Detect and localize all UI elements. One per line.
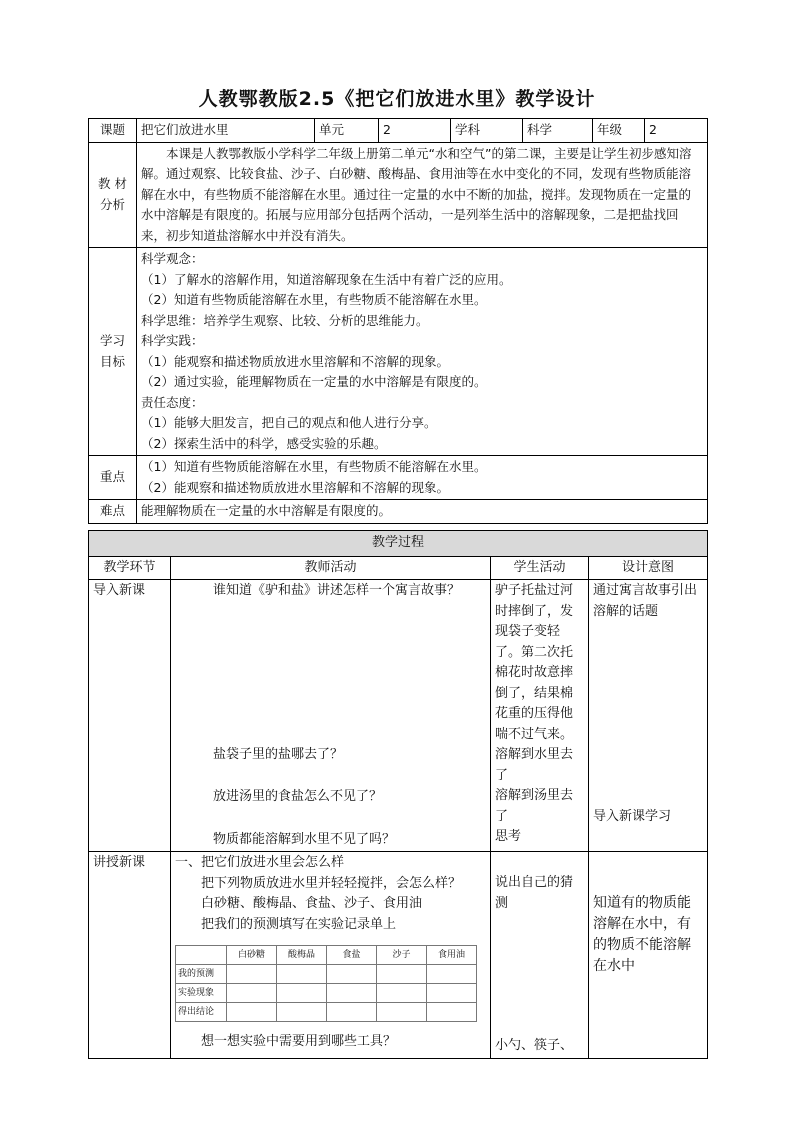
- goal-line: （1）能够大胆发言，把自己的观点和他人进行分享。: [141, 415, 437, 430]
- record-cell: [227, 1003, 277, 1022]
- difficulty-text: 能理解物质在一定量的水中溶解是有限度的。: [137, 500, 708, 524]
- teach-stage: 讲授新课: [89, 852, 171, 1059]
- student-answer: 小勺、筷子、: [495, 1038, 574, 1053]
- difficulty-label: 难点: [89, 500, 137, 524]
- record-cell: [377, 965, 427, 984]
- teach-intent: [589, 852, 708, 1059]
- record-cell: [427, 1003, 477, 1022]
- record-row: [176, 1003, 477, 1022]
- goals-row: [89, 248, 708, 456]
- record-cell: [227, 984, 277, 1003]
- process-banner: 教学过程: [89, 531, 708, 557]
- key-points-row: [89, 456, 708, 500]
- record-cell: [277, 965, 327, 984]
- topic-row: [89, 119, 708, 143]
- goal-line: （1）能观察和描述物质放进水里溶解和不溶解的现象。: [141, 353, 449, 369]
- teacher-instruction: 把我们的预测填写在实验记录单上: [201, 916, 397, 932]
- record-cell: [277, 1003, 327, 1022]
- intro-teacher: [171, 580, 491, 852]
- goal-line: 科学实践：: [141, 333, 204, 348]
- record-header-cell: 酸梅晶: [277, 946, 327, 965]
- analysis-label: [89, 142, 137, 248]
- key-point: （2）能观察和描述物质放进水里溶解和不溶解的现象。: [141, 479, 449, 495]
- unit-value: 2: [379, 119, 451, 143]
- teacher-question: 谁知道《驴和盐》讲述怎样一个寓言故事？: [213, 583, 461, 598]
- record-cell: [377, 1003, 427, 1022]
- grade-label: 年级: [593, 119, 645, 143]
- intent-text: 导入新课学习: [593, 809, 672, 824]
- analysis-row: [89, 142, 708, 248]
- goal-line: （2）探索生活中的科学，感受实验的乐趣。: [141, 435, 387, 451]
- goal-line: 科学思维：培养学生观察、比较、分析的思维能力。: [141, 312, 429, 328]
- record-cell: [377, 984, 427, 1003]
- goal-line: （2）知道有些物质能溶解在水里，有些物质不能溶解在水里。: [141, 292, 487, 307]
- section-heading: 一、把它们放进水里会怎么样: [175, 855, 345, 870]
- student-answer: 驴子托盐过河时摔倒了，发现袋子变轻了。第二次托棉花时故意摔倒了，结果棉花重的压得他喘不过气来。: [495, 583, 574, 742]
- teacher-question: 放进汤里的食盐怎么不见了？: [213, 789, 383, 804]
- key-points: [137, 456, 708, 500]
- grade-value: 2: [645, 119, 708, 143]
- record-row-label: 我的预测: [176, 965, 227, 984]
- header-intent: 设计意图: [589, 556, 708, 580]
- record-header-cell: 白砂糖: [227, 946, 277, 965]
- analysis-label-line1: 教 材: [98, 176, 127, 192]
- teacher-question: 物质都能溶解到水里不见了吗？: [213, 831, 396, 847]
- record-row: [176, 965, 477, 984]
- intro-student: [491, 580, 589, 852]
- key-label: 重点: [89, 456, 137, 500]
- page-title: 人教鄂教版2.5《把它们放进水里》教学设计: [198, 88, 596, 110]
- record-row-label: 得出结论: [176, 1003, 227, 1022]
- header-student: 学生活动: [491, 556, 589, 580]
- key-point: （1）知道有些物质能溶解在水里，有些物质不能溶解在水里。: [141, 459, 487, 474]
- record-header-cell: 食盐: [327, 946, 377, 965]
- goals-label-line1: 学习: [99, 333, 125, 348]
- student-answer: 说出自己的猜测: [495, 875, 574, 911]
- teach-teacher: [171, 852, 491, 1059]
- record-header-cell: 食用油: [427, 946, 477, 965]
- analysis-label-line2: 分析: [99, 196, 125, 212]
- intent-text: 知道有的物质能溶解在水中，有的物质不能溶解在水中: [593, 895, 691, 974]
- process-header-row: [89, 556, 708, 580]
- header-stage: 教学环节: [89, 556, 171, 580]
- subject-value: 科学: [523, 119, 593, 143]
- record-header-row: [176, 946, 477, 965]
- record-cell: [427, 984, 477, 1003]
- experiment-record-table: [175, 945, 477, 1022]
- subject-label: 学科: [451, 119, 523, 143]
- analysis-text: 本课是人教鄂教版小学科学二年级上册第二单元“水和空气”的第二课，主要是让学生初步感知溶解。通过观察、比较食盐、沙子、白砂糖、酸梅晶、食用油等在水中变化的不同，发现有些物质能溶解在水中，有些物质不能溶解在水里。通过往一定量的水中不断的加盐，搅拌。发现物质在一定量的水中溶解是有限度的。拓展与应用部分包括两个活动，一是列举生活中的溶解现象，二是把盐找回来，初步知道盐溶解水中并没有消失。: [137, 142, 708, 248]
- record-cell: [277, 984, 327, 1003]
- record-header-cell: [176, 946, 227, 965]
- intro-row: [89, 580, 708, 852]
- goal-line: （1）了解水的溶解作用，知道溶解现象在生活中有着广泛的应用。: [141, 271, 512, 287]
- student-answer: 思考: [495, 829, 522, 844]
- record-cell: [227, 965, 277, 984]
- record-cell: [327, 984, 377, 1003]
- record-header-cell: 沙子: [377, 946, 427, 965]
- intent-text: 通过寓言故事引出溶解的话题: [593, 583, 698, 619]
- header-teacher: 教师活动: [171, 556, 491, 580]
- goal-line: （2）通过实验，能理解物质在一定量的水中溶解是有限度的。: [141, 374, 487, 389]
- teaching-process-table: [88, 530, 708, 1059]
- record-row: [176, 984, 477, 1003]
- goals-label: [89, 248, 137, 456]
- goals-label-line2: 目标: [99, 353, 125, 369]
- teach-student: [491, 852, 589, 1059]
- teacher-question: 想一想实验中需要用到哪些工具？: [201, 1034, 397, 1049]
- teach-row: [89, 852, 708, 1059]
- topic-label: 课题: [89, 119, 137, 143]
- goal-line: 责任态度：: [141, 394, 204, 410]
- goal-line: 科学观念：: [141, 251, 204, 266]
- unit-label: 单元: [315, 119, 379, 143]
- process-banner-row: [89, 531, 708, 557]
- lesson-info-table: [88, 118, 708, 524]
- record-cell: [427, 965, 477, 984]
- intro-intent: [589, 580, 708, 852]
- teacher-question: 盐袋子里的盐哪去了？: [213, 746, 344, 762]
- record-cell: [327, 1003, 377, 1022]
- intro-stage: 导入新课: [89, 580, 171, 852]
- teacher-instruction: 把下列物质放进水里并轻轻搅拌，会怎么样？: [201, 875, 462, 891]
- difficulty-row: [89, 500, 708, 524]
- topic-value: 把它们放进水里: [137, 119, 315, 143]
- student-answer: 溶解到水里去了: [495, 747, 574, 783]
- student-answer: 溶解到汤里去了: [495, 788, 574, 824]
- record-row-label: 实验现象: [176, 984, 227, 1003]
- goals-list: [137, 248, 708, 456]
- material-list: 白砂糖、酸梅晶、食盐、沙子、食用油: [201, 896, 423, 911]
- record-cell: [327, 965, 377, 984]
